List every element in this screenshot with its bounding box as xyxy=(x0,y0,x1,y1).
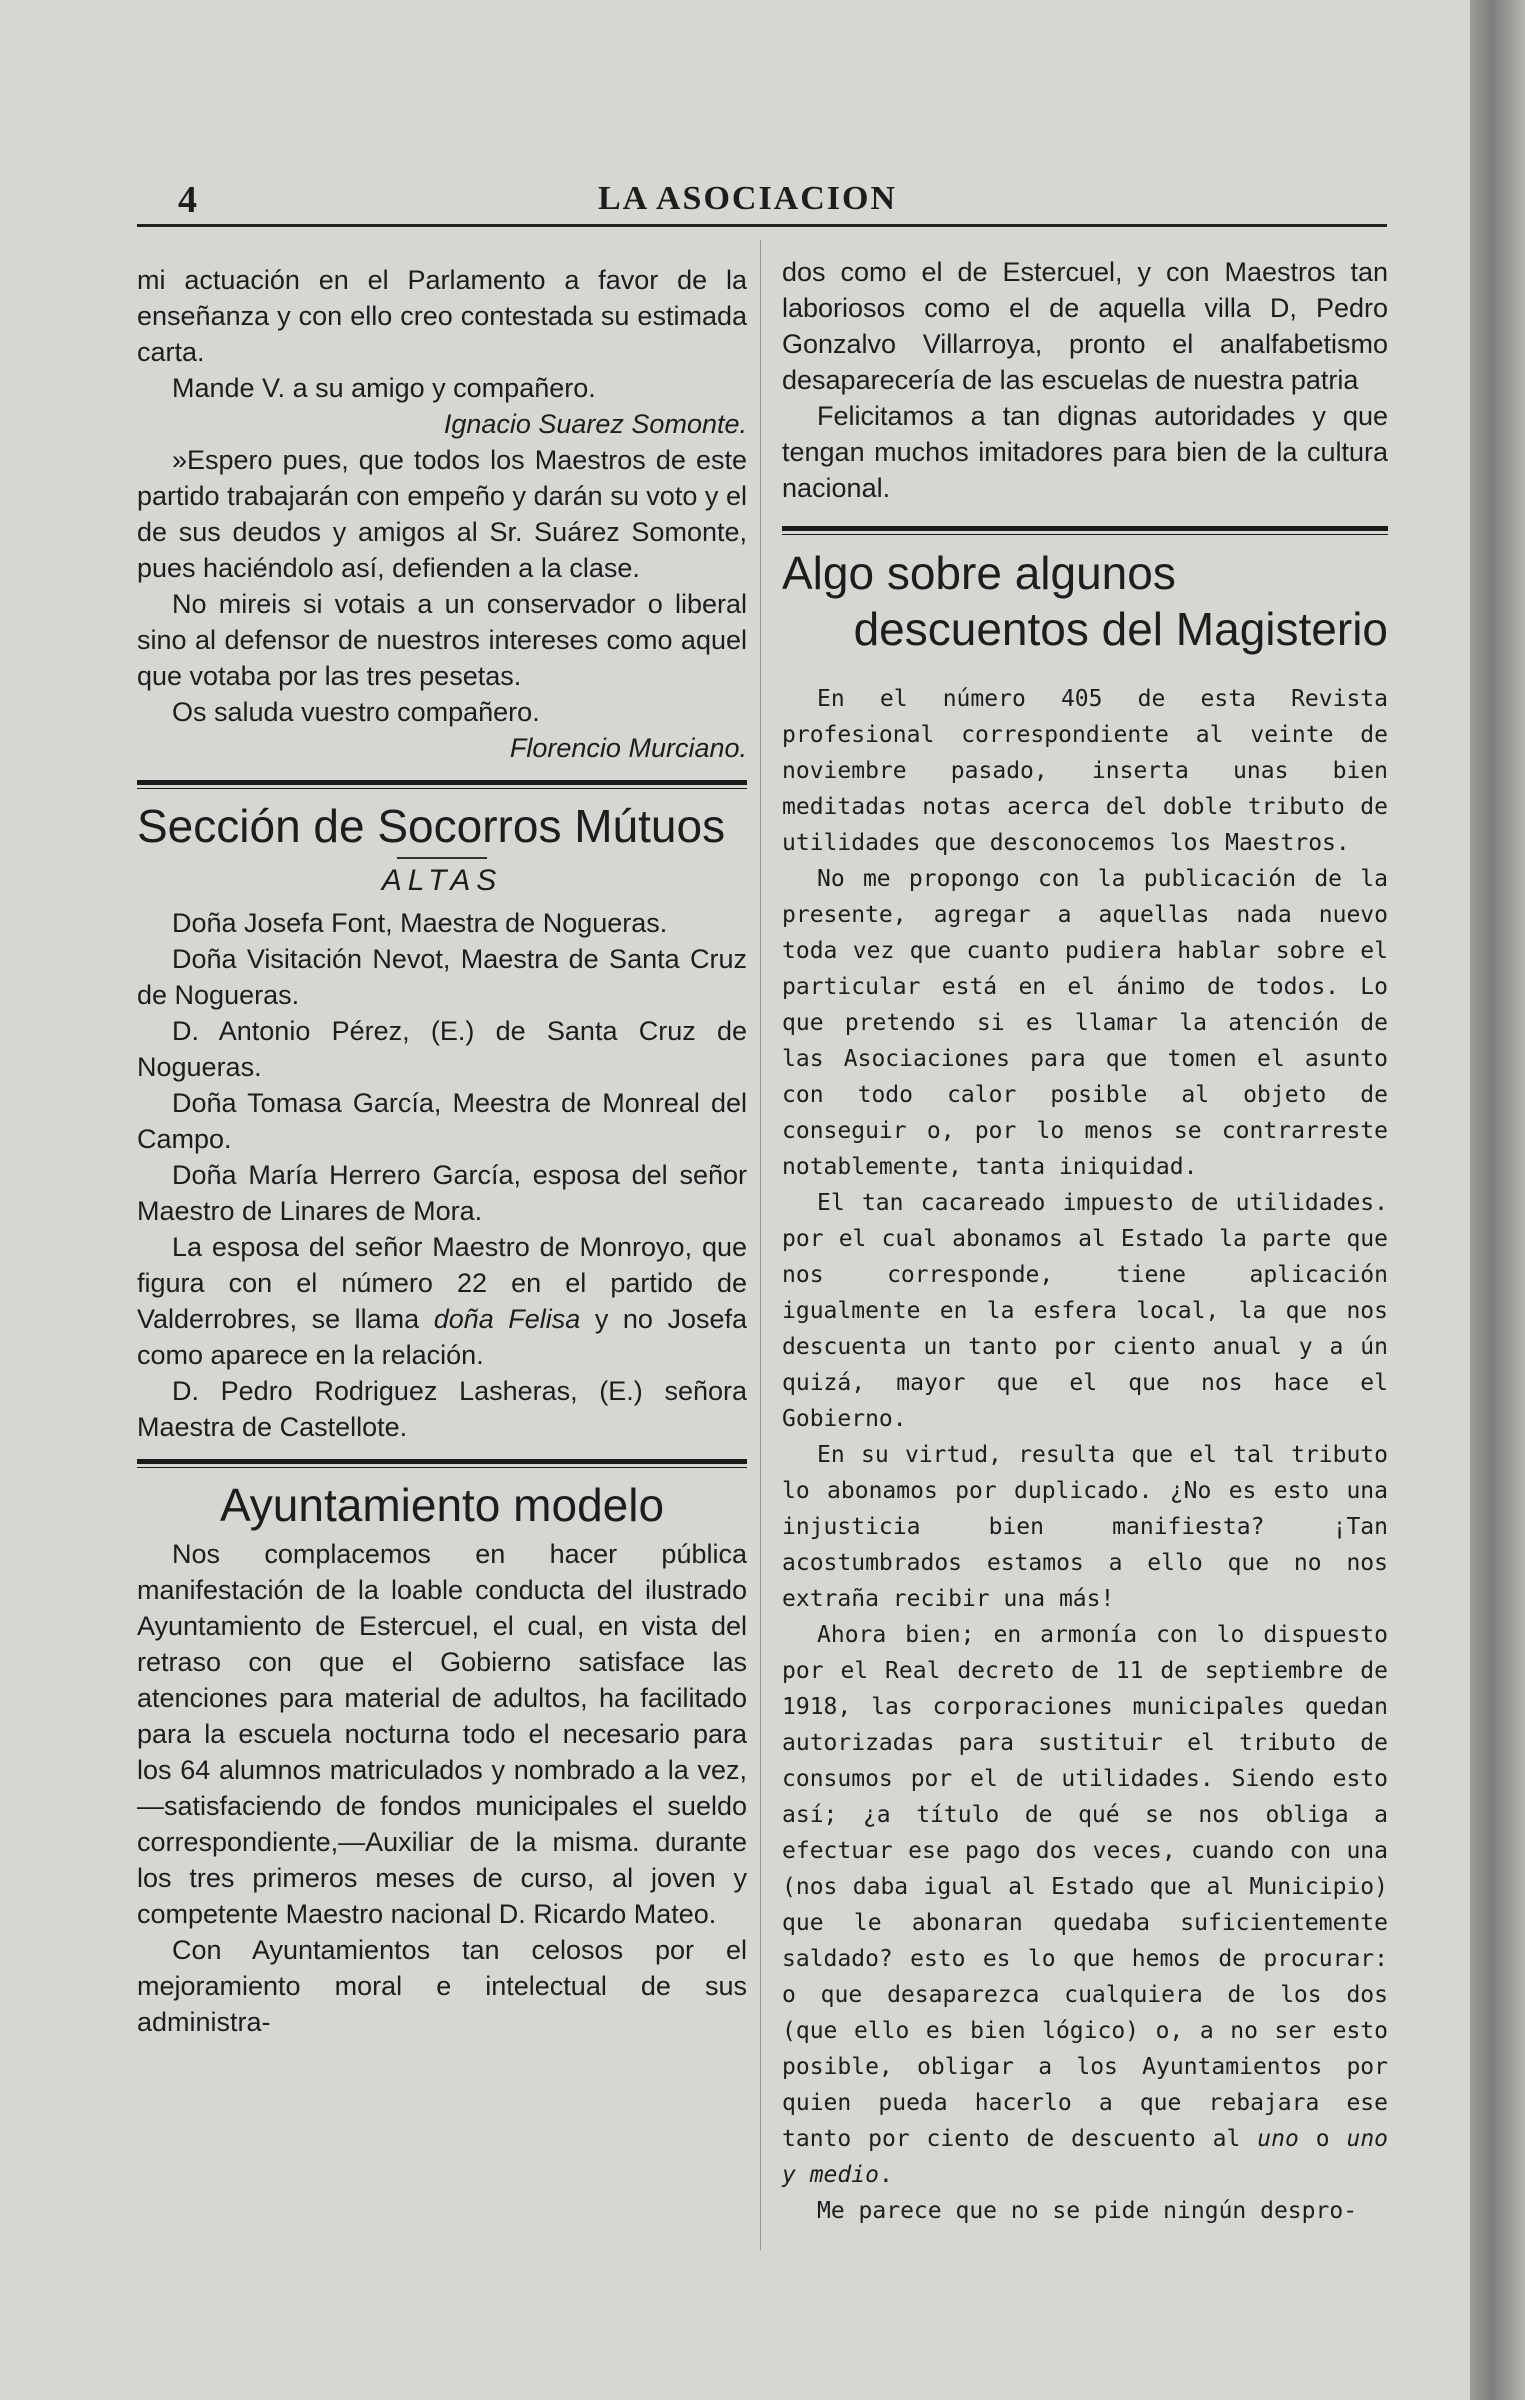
section-subtitle: ALTAS xyxy=(381,864,503,897)
article-text: . xyxy=(878,2162,893,2188)
article-text: Ahora bien; en armonía con lo dispuesto por el Real decreto de 11 de septiembre de 1918, las corporaciones municipales quedan autorizadas para sustituir el tributo de consumos por el de utilidades. Siendo esto así; ¿a título de qué se nos obliga a efectuar ese pago dos veces, cuando con una (nos daba igual al Estado que al Municipio) que le abonaran quedaba suficientemente saldado? esto es lo que hemos de procurar: o que desaparezca cualquiera de los dos (que ello es bien lógico) o, a no ser esto posible, obligar a los Ayuntamientos por quien pueda hacerlo a que rebajara ese tanto por ciento de descuento al xyxy=(782,1622,1388,2152)
page-edge-shadow xyxy=(1470,0,1525,2400)
list-item: Doña Tomasa García, Meestra de Monreal del Campo. xyxy=(137,1088,747,1154)
article-title xyxy=(782,545,1388,657)
page-number: 4 xyxy=(178,179,197,221)
article-title-line: descuentos del Magisterio xyxy=(853,603,1388,655)
article-paragraph xyxy=(782,1617,1388,2193)
article-paragraph: En el número 405 de esta Revista profesional correspondiente al veinte de noviembre pasado, inserta unas bien meditadas notas acerca del doble tributo de utilidades que desconocemos los Maestros. xyxy=(782,686,1388,856)
section-rule xyxy=(137,780,747,789)
article-italic: uno xyxy=(1257,2126,1299,2152)
note-italic: doña Felisa xyxy=(433,1304,581,1334)
body-paragraph: Os saluda vuestro compañero. xyxy=(172,697,540,727)
list-item: Doña Visitación Nevot, Maestra de Santa Cruz de Nogueras. xyxy=(137,944,747,1010)
article-text: o xyxy=(1315,2126,1330,2152)
signature: Florencio Murciano. xyxy=(509,733,747,763)
list-item: Doña María Herrero García, esposa del señor Maestro de Linares de Mora. xyxy=(137,1160,747,1226)
article-paragraph: El tan cacareado impuesto de utilidades. por el cual abonamos al Estado la parte que nos corresponde, tiene aplicación igualmente en la esfera local, la que nos descuenta un tanto por ciento anual y a ún quizá, mayor que el que nos hace el Gobierno. xyxy=(782,1190,1388,1432)
continuation-paragraph: dos como el de Estercuel, y con Maestros tan laboriosos como el de aquella villa D, Pedro Gonzalvo Villarroya, pronto el analfabetismo desaparecería de las escuelas de nuestra patria xyxy=(782,257,1388,395)
left-column xyxy=(137,262,747,2040)
short-rule xyxy=(397,857,487,859)
article-paragraph: No me propongo con la publicación de la presente, agregar a aquellas nada nuevo toda vez que cuanto pudiera hablar sobre el particular está en el ánimo de todos. Lo que pretendo si es llamar la atención de las Asociaciones para que tomen el asunto con todo calor posible al objeto de conseguir o, por lo menos se contrarreste notablemente, tanta iniquidad. xyxy=(782,866,1388,1180)
body-paragraph: »Espero pues, que todos los Maestros de este partido trabajarán con empeño y darán su voto y el de sus deudos y amigos al Sr. Suárez Somonte, pues haciéndolo así, defienden a la clase. xyxy=(137,445,747,583)
continuation-paragraph: Felicitamos a tan dignas autoridades y que tengan muchos imitadores para bien de la cultura nacional. xyxy=(782,401,1388,503)
body-paragraph: Con Ayuntamientos tan celosos por el mejoramiento moral e intelectual de sus administra- xyxy=(137,1935,747,2037)
section-rule xyxy=(782,526,1388,535)
section-title: Ayuntamiento modelo xyxy=(219,1479,665,1531)
column-separator xyxy=(760,240,761,2250)
list-item: D. Antonio Pérez, (E.) de Santa Cruz de Nogueras. xyxy=(137,1016,747,1082)
body-paragraph: No mireis si votais a un conservador o liberal sino al defensor de nuestros intereses como aquel que votaba por las tres pesetas. xyxy=(137,589,747,691)
body-paragraph: Nos complacemos en hacer pública manifestación de la loable conducta del ilustrado Ayuntamiento de Estercuel, el cual, en vista del retraso con que el Gobierno satisface las atenciones para material de adultos, ha facilitado para la escuela nocturna todo el necesario para los 64 alumnos matriculados y nombrado a la vez,—satisfaciendo de fondos municipales el sueldo correspondiente,—Auxiliar de la misma. durante los tres primeros meses de curso, al joven y competente Maestro nacional D. Ricardo Mateo. xyxy=(137,1539,747,1929)
note-text: La esposa del señor Maestro de Monroyo, que figura con el número 22 en el partido de Valderrobres, se llama xyxy=(137,1232,747,1334)
right-column xyxy=(782,254,1388,2229)
article-italic: uno y medio xyxy=(782,2126,1389,2188)
correction-note xyxy=(137,1229,747,1373)
article-paragraph: En su virtud, resulta que el tal tributo lo abonamos por duplicado. ¿No es esto una injusticia bien manifiesta? ¡Tan acostumbrados estamos a ello que no nos extraña recibir una más! xyxy=(782,1442,1388,1612)
list-item: Doña Josefa Font, Maestra de Nogueras. xyxy=(172,908,668,938)
article-body xyxy=(782,681,1388,2229)
section-rule xyxy=(137,1459,747,1468)
letter-paragraph: Mande V. a su amigo y compañero. xyxy=(172,373,596,403)
note-text: y no Josefa como aparece en la relación. xyxy=(137,1304,747,1370)
section-title: Sección de Socorros Mútuos xyxy=(137,800,726,852)
letter-paragraph: mi actuación en el Parlamento a favor de la enseñanza y con ello creo contestada su estimada carta. xyxy=(137,265,747,367)
list-item: D. Pedro Rodriguez Lasheras, (E.) señora Maestra de Castellote. xyxy=(137,1376,747,1442)
header-rule xyxy=(137,224,1387,227)
article-paragraph: Me parece que no se pide ningún despro- xyxy=(817,2198,1358,2224)
journal-title: LA ASOCIACION xyxy=(598,180,898,217)
letter-signature: Ignacio Suarez Somonte. xyxy=(443,409,747,439)
article-title-line: Algo sobre algunos xyxy=(782,547,1176,599)
